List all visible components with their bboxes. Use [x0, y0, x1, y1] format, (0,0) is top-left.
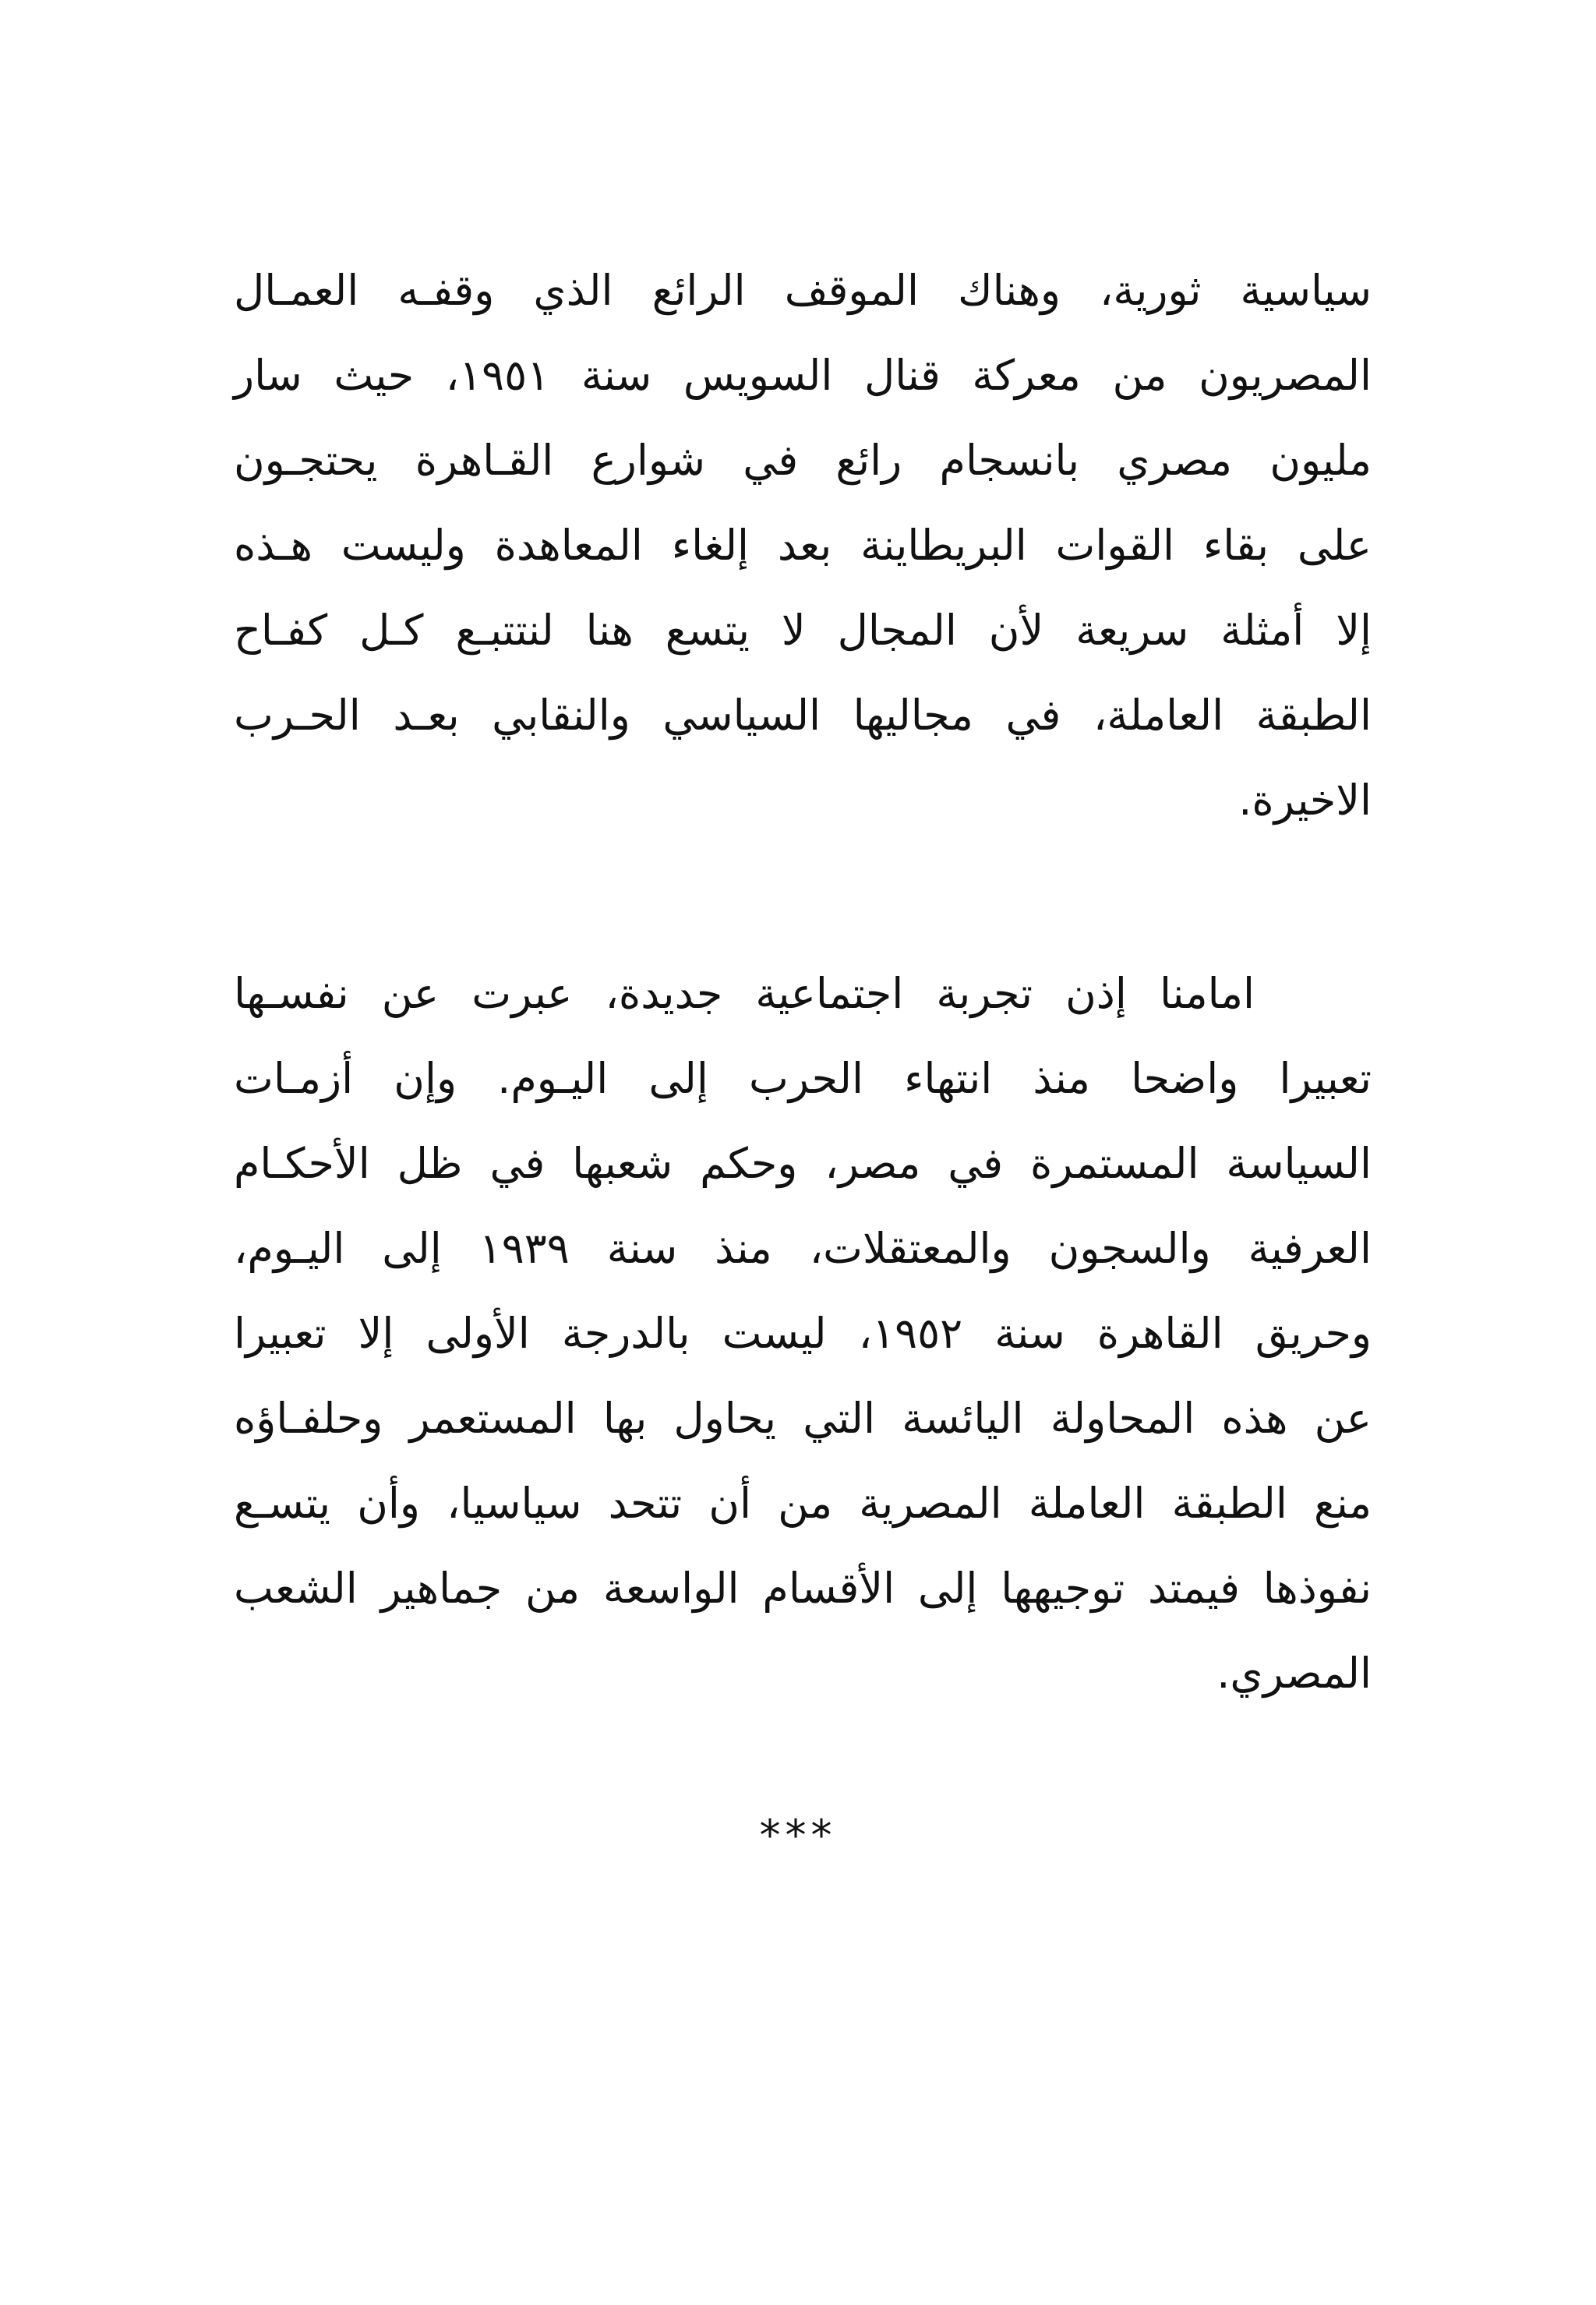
text-line: الاخيرة. — [1238, 776, 1372, 825]
paragraph-1 — [234, 248, 1372, 843]
paragraph-2 — [234, 951, 1372, 1716]
text-line: إلا أمثلة سريعة لأن المجال لا يتسع هنا لنتتبـع كـل كفـاح — [234, 606, 1372, 655]
text-line: العرفية والسجون والمعتقلات، منذ سنة ١٩٣٩ إلى اليـوم، — [234, 1224, 1372, 1273]
text-line: نفوذها فيمتد توجيهها إلى الأقسام الواسعة من جماهير الشعب — [234, 1564, 1372, 1613]
section-separator: *** — [759, 1811, 837, 1860]
text-line: مليون مصري بانسجام رائع في شوارع القـاهرة يحتجـون — [234, 436, 1372, 485]
text-line: عن هذه المحاولة اليائسة التي يحاول بها المستعمر وحلفـاؤه — [234, 1394, 1372, 1443]
text-line: السياسة المستمرة في مصر، وحكم شعبها في ظل الأحكـام — [234, 1139, 1372, 1188]
text-line: امامنا إذن تجربة اجتماعية جديدة، عبرت عن نفسـها — [234, 969, 1255, 1018]
text-line: الطبقة العاملة، في مجاليها السياسي والنقابي بعـد الحـرب — [234, 691, 1372, 740]
text-line: وحريق القاهرة سنة ١٩٥٢، ليست بالدرجة الأولى إلا تعبيرا — [234, 1309, 1372, 1358]
text-line: سياسية ثورية، وهناك الموقف الرائع الذي وقفـه العمـال — [234, 266, 1372, 315]
text-line: المصريون من معركة قنال السويس سنة ١٩٥١، حيث سار — [234, 351, 1372, 400]
text-line: منع الطبقة العاملة المصرية من أن تتحد سياسيا، وأن يتسـع — [234, 1479, 1372, 1528]
text-line: على بقاء القوات البريطاينة بعد إلغاء المعاهدة وليست هـذه — [234, 521, 1372, 570]
text-line: تعبيرا واضحا منذ انتهاء الحرب إلى اليـوم. وإن أزمـات — [234, 1054, 1372, 1103]
text-line: المصري. — [1216, 1649, 1372, 1698]
